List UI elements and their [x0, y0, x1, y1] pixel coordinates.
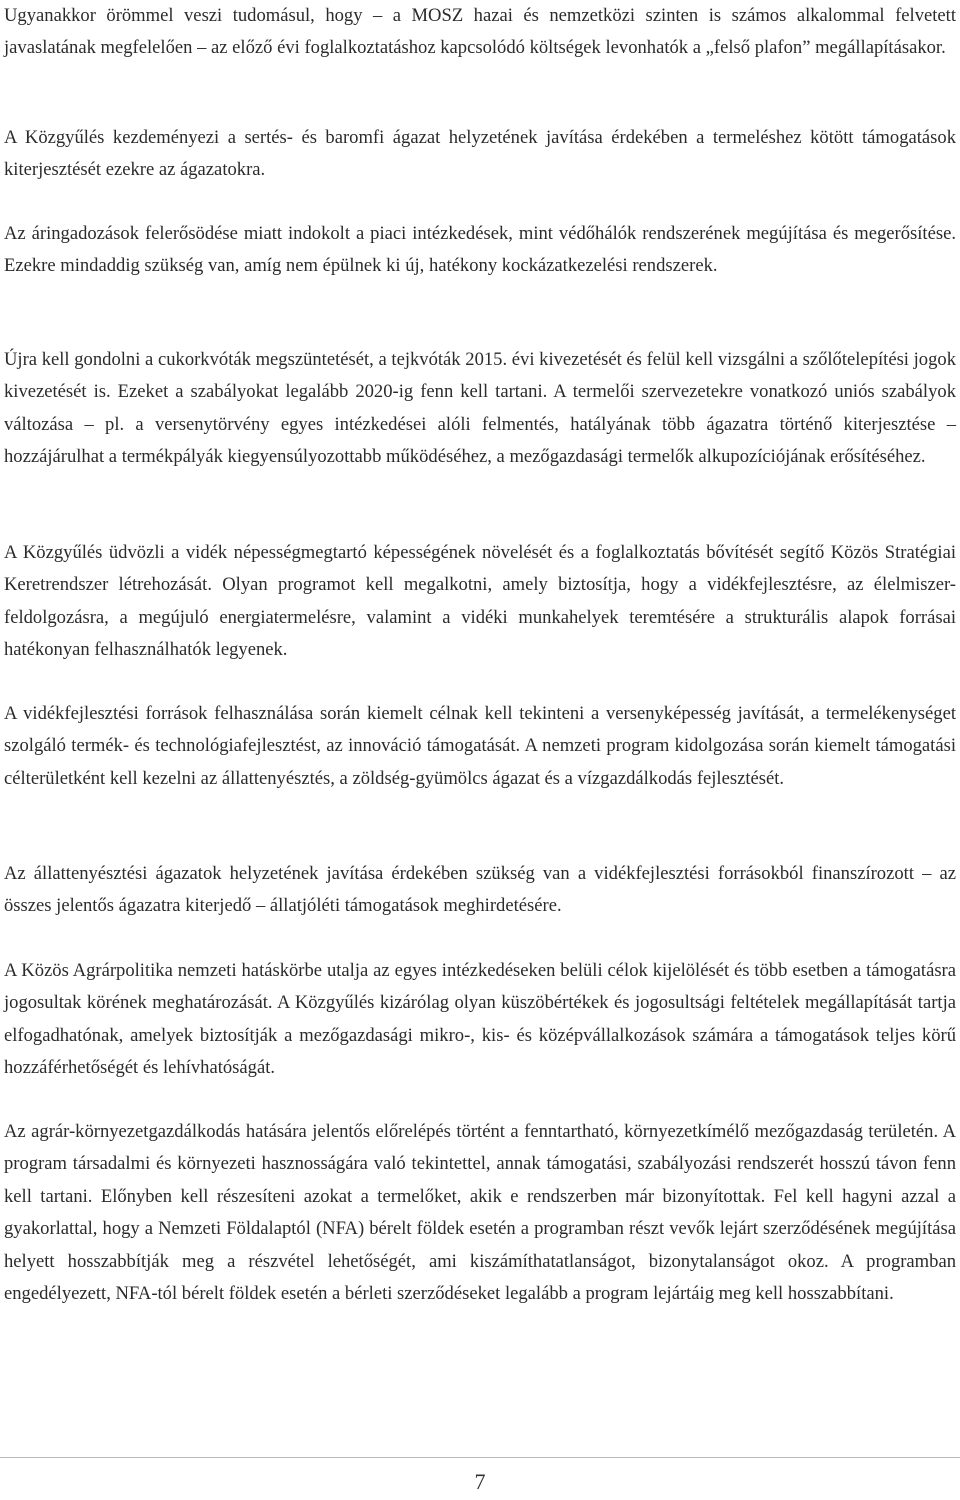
paragraph-videkfejlesztesi-forrasok: A vidékfejlesztési források felhasználása során kiemelt célnak kell tekinteni a versenyképesség javítását, a termelékenységet szolgáló termék- és technológiafejlesztést, az innováció támogatását. A nemzeti program kidolgozása során kiemelt támogatási célterületként kell kezelni az állattenyésztés, a zöldség-gyümölcs ágazat és a vízgazdálkodás fejlesztését.	[4, 703, 956, 789]
paragraph-piaci-intezkedesek: Az áringadozások felerősödése miatt indokolt a piaci intézkedések, mint védőhálók rendszerének megújítása és megerősítése. Ezekre mindaddig szükség van, amíg nem épülnek ki új, hatékony kockázatkezelési rendszerek.	[4, 223, 956, 277]
paragraph-kozos-strategiai-keretrendszer: A Közgyűlés üdvözli a vidék népességmegtartó képességének növelését és a foglalkoztatás bővítését segítő Közös Stratégiai Keretrendszer létrehozását. Olyan programot kell megalkotni, amely biztosítja, hogy a vidékfejlesztésre, az élelmiszer-feldolgozásra, a megújuló energiatermelésre, valamint a vidéki munkahelyek teremtésére a strukturális alapok forrásai hatékonyan felhasználhatók legyenek.	[4, 542, 956, 661]
footer-divider	[0, 1457, 960, 1458]
paragraph-sertes-baromfi: A Közgyűlés kezdeményezi a sertés- és baromfi ágazat helyzetének javítása érdekében a termeléshez kötött támogatások kiterjesztését ezekre az ágazatokra.	[4, 127, 956, 181]
paragraph-agrar-kornyezetgazdalkodas: Az agrár-környezetgazdálkodás hatására jelentős előrelépés történt a fenntartható, környezetkímélő mezőgazdaság területén. A program társadalmi és környezeti hasznosságára való tekintettel, annak támogatási, szabályozási rendszerét hosszú távon fenn kell tartani. Előnyben kell részesíteni azokat a termelőket, akik e rendszerben már bizonyítottak. Fel kell hagyni azzal a gyakorlattal, hogy a Nemzeti Földalaptól (NFA) bérelt földek esetén a programban részt vevők lejárt szerződésének megújítása helyett hosszabbítják meg a részvétel lehetőségét, ami kiszámíthatatlanságot, bizonytalanságot okoz. A programban engedélyezett, NFA-tól bérelt földek esetén a bérleti szerződéseket legalább a program lejártáig meg kell hosszabbítani.	[4, 1121, 956, 1305]
paragraph-foglalkoztatas-koltsegek: Ugyanakkor örömmel veszi tudomásul, hogy – a MOSZ hazai és nemzetközi szinten is számos alkalommal felvetett javaslatának megfelelően – az előző évi foglalkoztatáshoz kapcsolódó költségek levonhatók a „felső plafon” megállapításakor.	[4, 5, 956, 59]
paragraph-kozos-agrarpolitika: A Közös Agrárpolitika nemzeti hatáskörbe utalja az egyes intézkedéseken belüli célok kijelölését és több esetben a támogatásra jogosultak körének meghatározását. A Közgyűlés kizárólag olyan küszöbértékek és jogosultsági feltételek megállapítását tartja elfogadhatónak, amelyek biztosítják a mezőgazdasági mikro-, kis- és középvállalkozások számára a támogatások teljes körű hozzáférhetőségét és lehívhatóságát.	[4, 960, 956, 1079]
page-number: 7	[474, 1469, 486, 1494]
paragraph-kvotak: Újra kell gondolni a cukorkvóták megszüntetését, a tejkvóták 2015. évi kivezetését és felül kell vizsgálni a szőlőtelepítési jogok kivezetését is. Ezeket a szabályokat legalább 2020-ig fenn kell tartani. A termelői szervezetekre vonatkozó uniós szabályok változása – pl. a versenytörvény egyes intézkedései alóli felmentés, hatályának több ágazatra történő kiterjesztése – hozzájárulhat a termékpályák kiegyensúlyozottabb működéséhez, a mezőgazdasági termelők alkupozíciójának erősítéséhez.	[4, 349, 956, 468]
paragraph-allattenyesztes: Az állattenyésztési ágazatok helyzetének javítása érdekében szükség van a vidékfejlesztési forrásokból finanszírozott – az összes jelentős ágazatra kiterjedő – állatjóléti támogatások meghirdetésére.	[4, 863, 956, 917]
